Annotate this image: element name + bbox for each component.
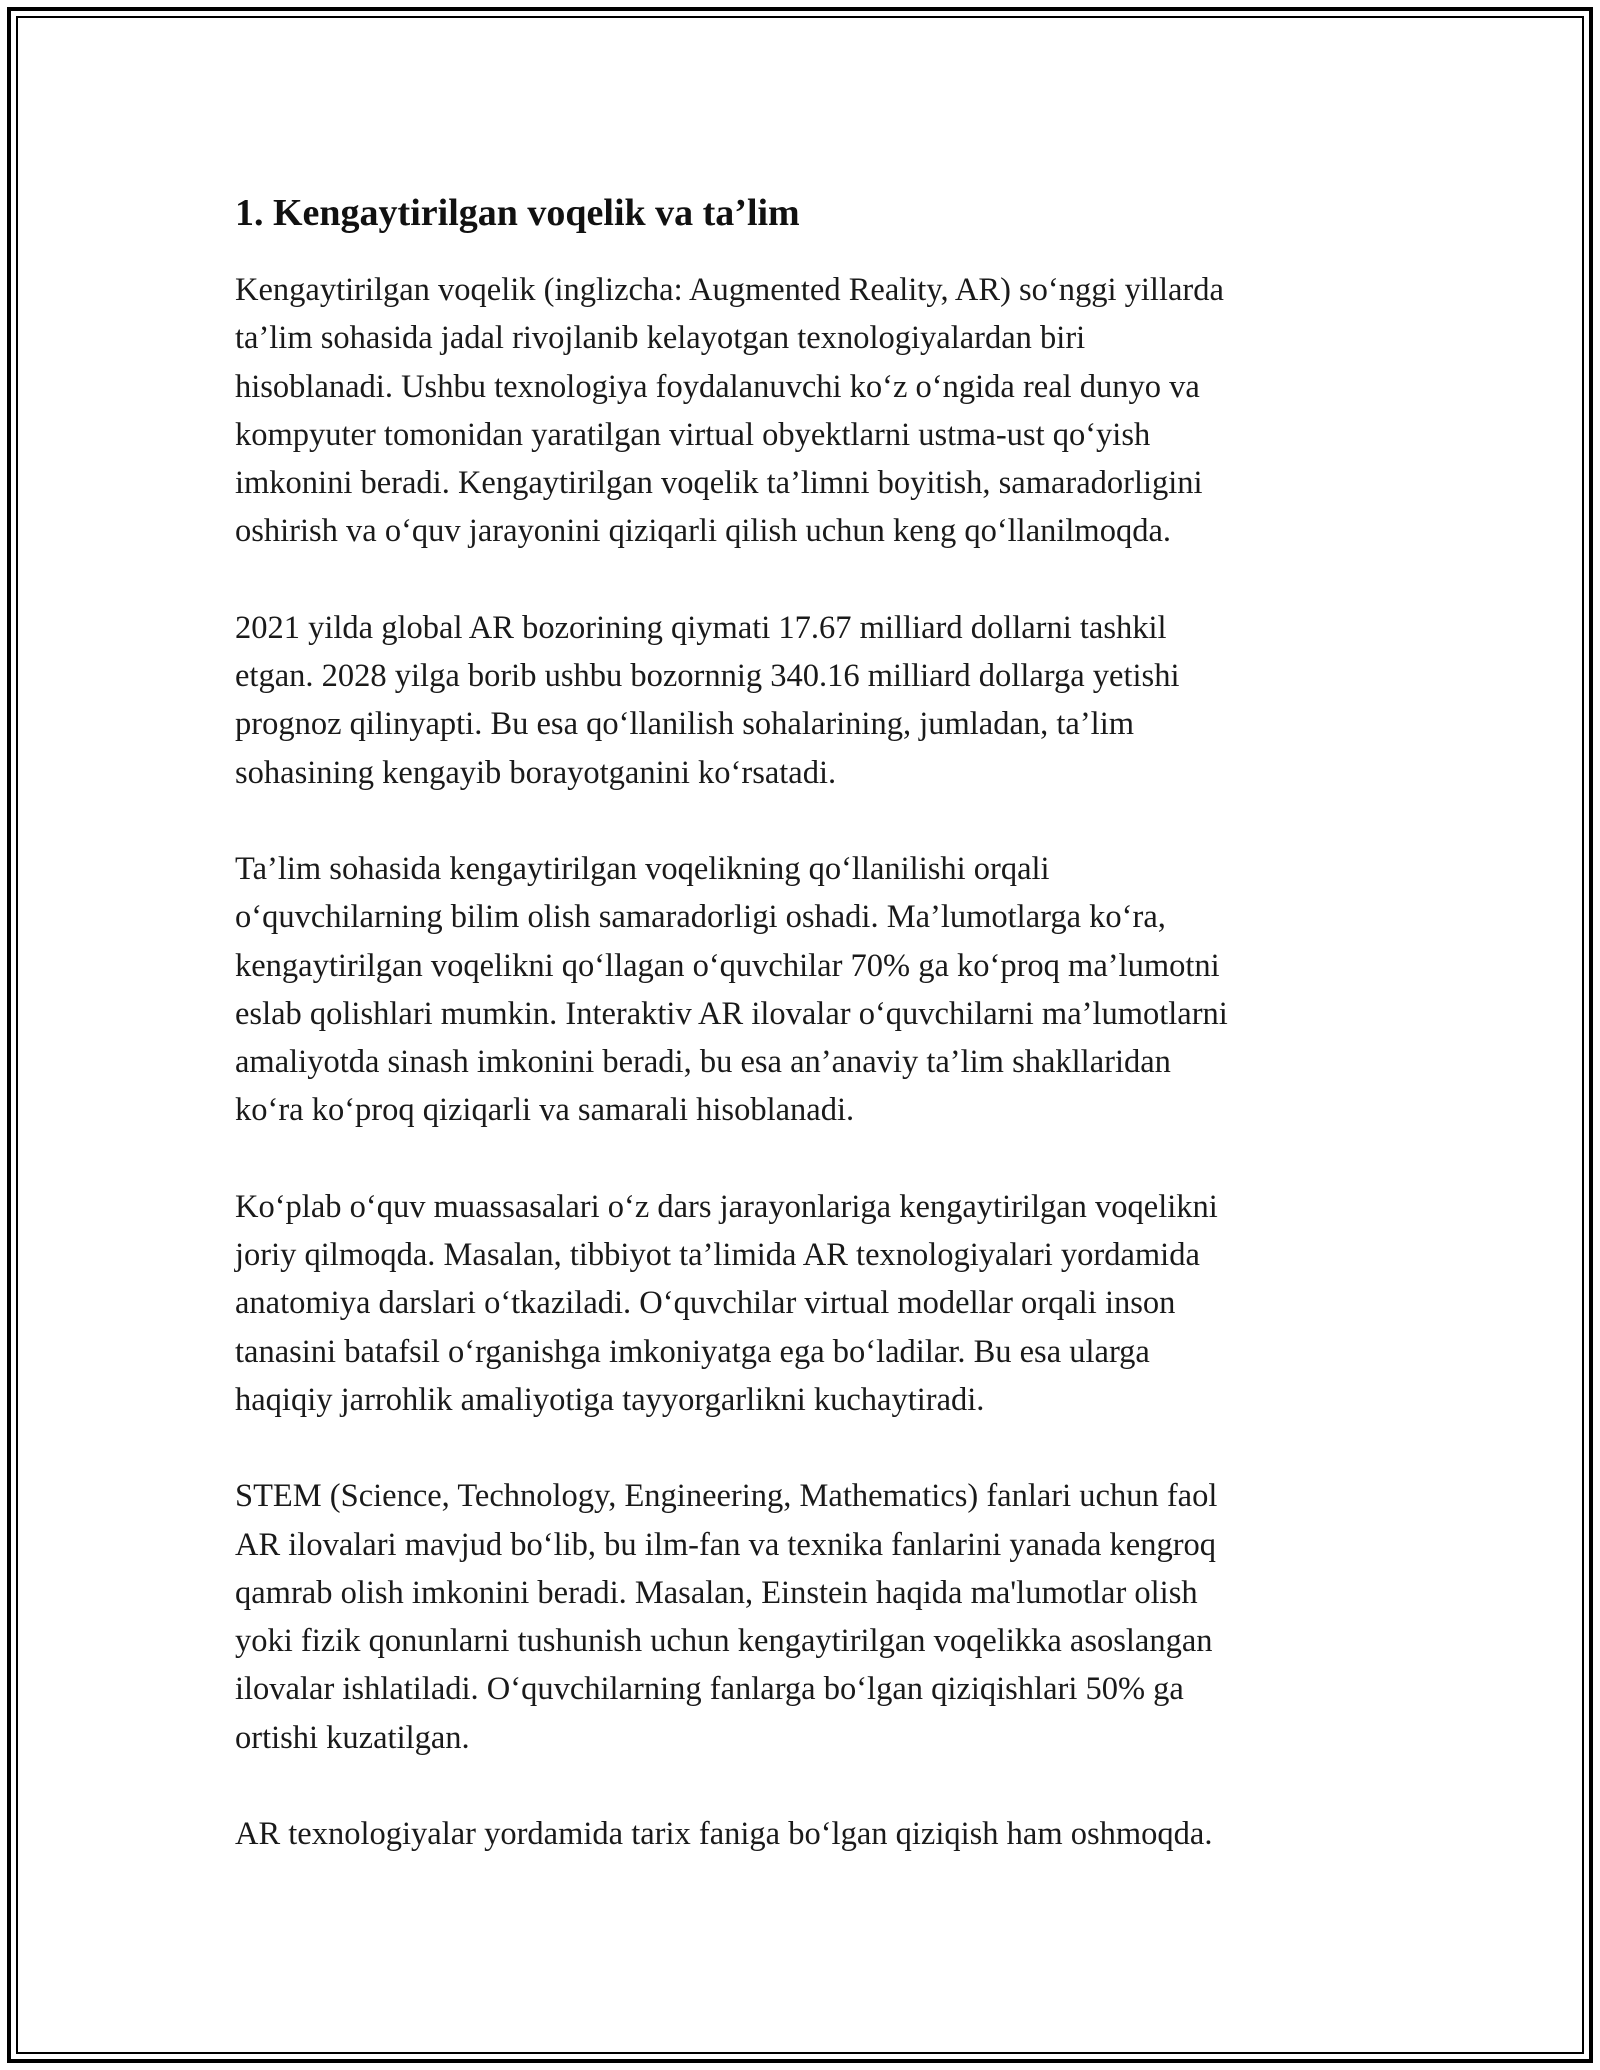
paragraph-ar-efficiency: Ta’lim sohasida kengaytirilgan voqelikning qo‘llanilishi orqali o‘quvchilarning bilim olish samaradorligi oshadi. Ma’lumotlarga ko‘ra, kengaytirilgan voqelikni qo‘llagan o‘quvchilar 70% ga ko‘proq ma’lumotni eslab qolishlari mumkin. Interaktiv AR ilovalar o‘quvchilarni ma’lumotlarni amaliyotda sinash imkonini beradi, bu esa an’anaviy ta’lim shakllaridan ko‘ra ko‘proq qiziqarli va samarali hisoblanadi. (235, 850, 1228, 1129)
section-heading: 1. Kengaytirilgan voqelik va ta’lim (235, 192, 800, 234)
document-body (235, 182, 1365, 1906)
paragraph-ar-institutions: Ko‘plab o‘quv muassasalari o‘z dars jarayonlariga kengaytirilgan voqelikni joriy qilmoqda. Masalan, tibbiyot ta’limida AR texnologiyalari yordamida anatomiya darslari o‘tkaziladi. O‘quvchilar virtual modellar orqali inson tanasini batafsil o‘rganishga imkoniyatga ega bo‘ladilar. Bu esa ularga haqiqiy jarrohlik amaliyotiga tayyorgarlikni kuchaytiradi. (235, 1188, 1218, 1418)
paragraph-ar-stem: STEM (Science, Technology, Engineering, Mathematics) fanlari uchun faol AR ilovalari mavjud bo‘lib, bu ilm-fan va texnika fanlarini yanada kengroq qamrab olish imkonini beradi. Masalan, Einstein haqida ma'lumotlar olish yoki fizik qonunlarni tushunish uchun kengaytirilgan voqelikka asoslangan ilovalar ishlatiladi. O‘quvchilarning fanlarga bo‘lgan qiziqishlari 50% ga ortishi kuzatilgan. (235, 1478, 1218, 1756)
paragraph-ar-market: 2021 yilda global AR bozorining qiymati 17.67 milliard dollarni tashkil etgan. 2028 yilga borib ushbu bozornnig 340.16 milliard dollarga yetishi prognoz qilinyapti. Bu esa qo‘llanilish sohalarining, jumladan, ta’lim sohasining kengayib borayotganini ko‘rsatadi. (235, 609, 1180, 791)
paragraph-ar-intro: Kengaytirilgan voqelik (inglizcha: Augmented Reality, AR) so‘nggi yillarda ta’lim sohasida jadal rivojlanib kelayotgan texnologiyalardan biri hisoblanadi. Ushbu texnologiya foydalanuvchi ko‘z o‘ngida real dunyo va kompyuter tomonidan yaratilgan virtual obyektlarni ustma-ust qo‘yish imkonini beradi. Kengaytirilgan voqelik ta’limni boyitish, samaradorligini oshirish va o‘quv jarayonini qiziqarli qilish uchun keng qo‘llanilmoqda. (235, 272, 1224, 550)
paragraph-ar-history: AR texnologiyalar yordamida tarix faniga bo‘lgan qiziqish ham oshmoqda. (235, 1816, 1213, 1853)
